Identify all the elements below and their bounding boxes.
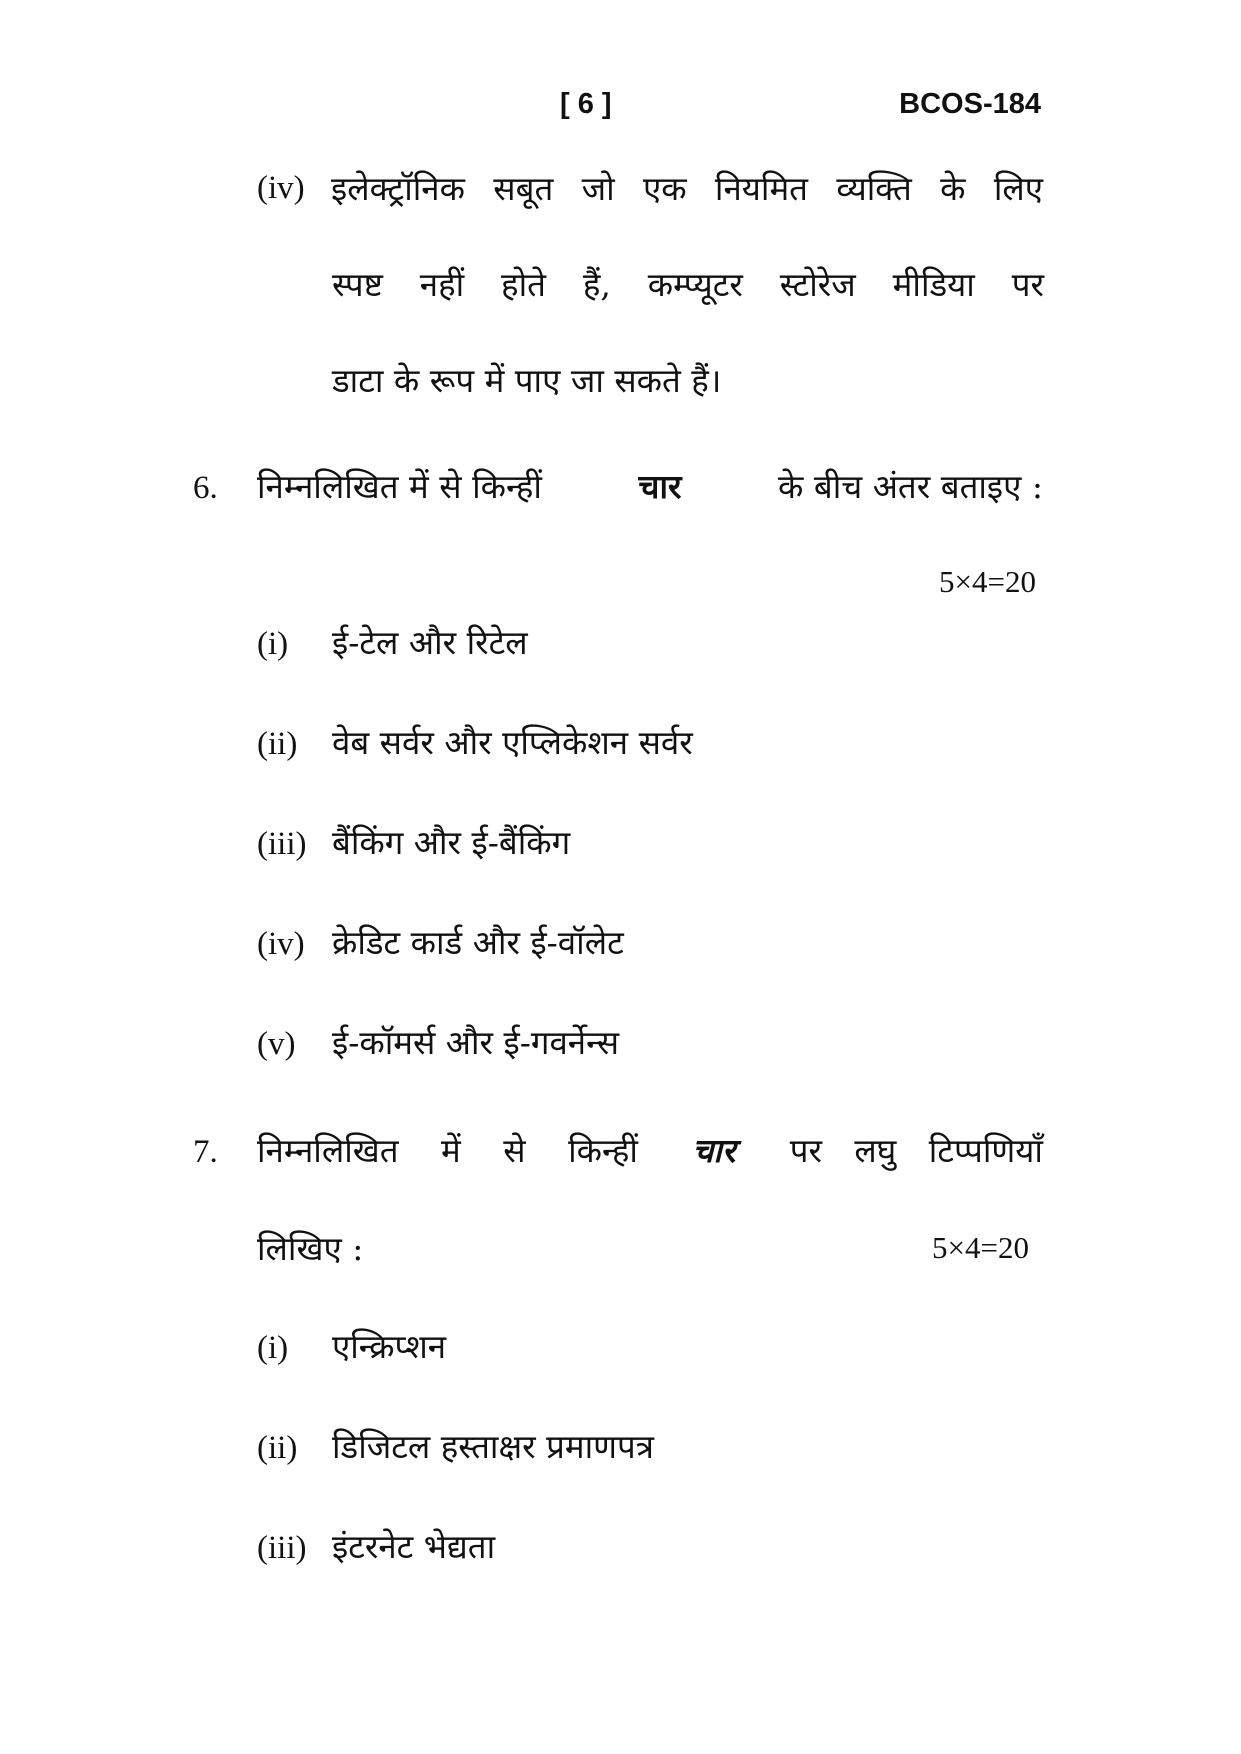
q6-item-label: (iv) [257, 926, 305, 962]
q7-item-i [257, 1327, 447, 1366]
q7-item-label: (ii) [257, 1430, 298, 1466]
question-7-line2: लिखिए : [257, 1229, 364, 1268]
q7-item-ii [257, 1427, 654, 1466]
q7-item-text: डिजिटल हस्ताक्षर प्रमाणपत्र [332, 1427, 654, 1466]
q7-item-iii [257, 1527, 496, 1566]
q6-item-label: (i) [257, 626, 289, 662]
q5-iv-line1 [257, 169, 1043, 208]
q5-iv-text-line3: डाटा के रूप में पाए जा सकते हैं। [332, 361, 722, 400]
question-7-text [257, 1131, 1043, 1170]
q6-item-v [257, 1023, 620, 1062]
q7-item-label: (i) [257, 1330, 289, 1366]
q6-item-label: (iii) [257, 826, 307, 862]
question-7-text-after: पर लघु टिप्पणियाँ [789, 1131, 1043, 1170]
page-number: [ 6 ] [560, 88, 612, 120]
question-6-emphasis: चार [638, 467, 682, 506]
q6-item-iv [257, 923, 624, 962]
q5-iv-label: (iv) [257, 170, 305, 206]
q6-item-text: ई-टेल और रिटेल [332, 623, 528, 662]
question-6-text [257, 467, 1043, 506]
q6-item-i [257, 623, 528, 662]
question-7-number: 7. [193, 1134, 218, 1170]
course-code: BCOS-184 [899, 88, 1041, 120]
q5-iv-text-line2: स्पष्ट नहीं होते हैं, कम्प्यूटर स्टोरेज मीडिया पर [332, 265, 1044, 304]
question-7-emphasis: चार [692, 1131, 736, 1170]
q6-item-iii [257, 823, 571, 862]
question-6-marks: 5×4=20 [939, 564, 1036, 599]
q6-item-text: ई-कॉमर्स और ई-गवर्नेन्स [332, 1023, 620, 1062]
q6-item-ii [257, 723, 693, 762]
question-7-marks: 5×4=20 [932, 1230, 1029, 1265]
q5-iv-text-line1: इलेक्ट्रॉनिक सबूत जो एक नियमित व्यक्ति के लिए [331, 169, 1043, 208]
question-6-number: 6. [193, 470, 218, 506]
q7-item-label: (iii) [257, 1530, 307, 1566]
q7-item-text: एन्क्रिप्शन [332, 1327, 447, 1366]
question-7-line [193, 1131, 1043, 1170]
q6-item-label: (v) [257, 1026, 296, 1062]
q6-item-text: बैंकिंग और ई-बैंकिंग [332, 823, 571, 862]
question-7-text-before: निम्नलिखित में से किन्हीं [257, 1131, 638, 1170]
q6-item-text: वेब सर्वर और एप्लिकेशन सर्वर [332, 723, 693, 762]
question-6-text-after: के बीच अंतर बताइए : [778, 467, 1043, 506]
question-6-line [193, 467, 1043, 506]
q6-item-text: क्रेडिट कार्ड और ई-वॉलेट [332, 923, 624, 962]
q7-item-text: इंटरनेट भेद्यता [332, 1527, 496, 1566]
q6-item-label: (ii) [257, 726, 298, 762]
question-6-text-before: निम्नलिखित में से किन्हीं [257, 467, 542, 506]
